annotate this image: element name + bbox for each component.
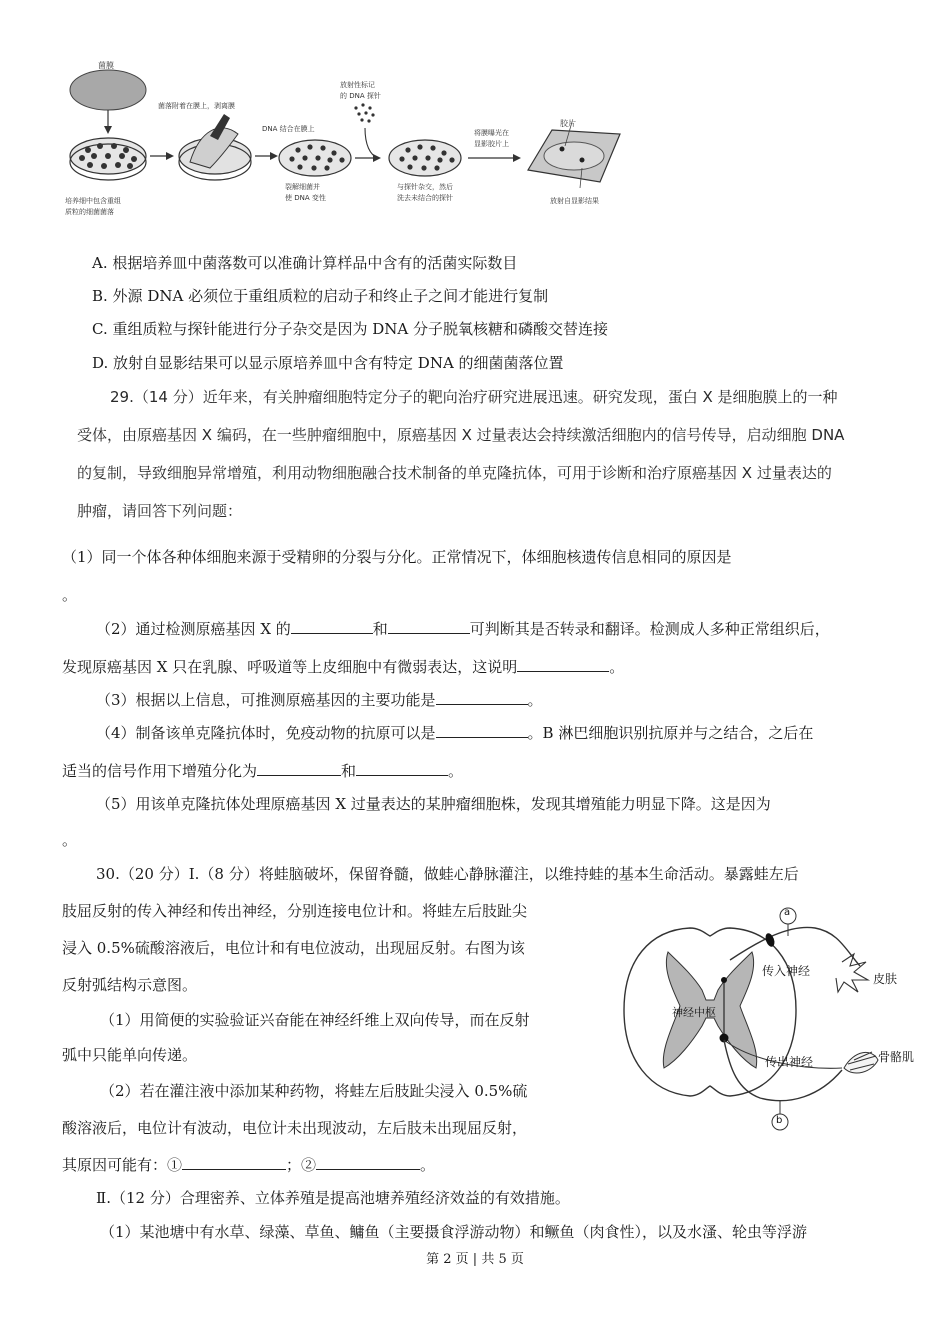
label-bacteria: 菌膜	[98, 61, 114, 70]
culture-dish	[70, 138, 146, 180]
q29-line-4: 肿瘤，请回答下列问题：	[77, 502, 243, 520]
option-a: A. 根据培养皿中菌落数可以准确计算样品中含有的活菌实际数目	[92, 254, 518, 272]
label-skin: 皮肤	[873, 972, 898, 986]
label-result: 放射自显影结果	[550, 197, 599, 205]
q29-p3-end: 。	[527, 691, 543, 709]
label-nerve-center: 神经中枢	[672, 1006, 716, 1019]
q29-p1-line1: （1）同一个体各种体细胞来源于受精卵的分裂与分化。正常情况下，体细胞核遗传信息相同的原因是	[62, 548, 732, 566]
q29-p2-a: （2）通过检测原癌基因 X 的	[96, 620, 291, 638]
q30-s2-line3-a: 其原因可能有：①	[62, 1156, 183, 1174]
q30-s2-line1: （2）若在灌注液中添加某种药物，将蛙左后肢趾尖浸入 0.5%硫	[100, 1082, 528, 1100]
q29-p2-line2-text: 发现原癌基因 X 只在乳腺、呼吸道等上皮细胞中有微弱表达，这说明	[62, 658, 518, 676]
q29-p4-line2	[62, 760, 463, 781]
q29-p3	[96, 689, 543, 710]
xray-film	[528, 130, 620, 182]
label-probe-2: 的 DNA 探针	[340, 92, 381, 100]
q29-p2-line2	[62, 656, 624, 677]
q29-p2-line1	[96, 618, 830, 639]
label-dish-2: 质粒的细菌菌落	[65, 208, 114, 216]
option-c: C. 重组质粒与探针能进行分子杂交是因为 DNA 分子脱氧核糖和磷酸交替连接	[92, 320, 609, 338]
q29-p4-line1	[96, 722, 813, 743]
q29-p4-b: 。B 淋巴细胞识别抗原并与之结合，之后在	[527, 724, 814, 742]
label-lyse-1: 裂解细菌并	[285, 183, 320, 191]
label-transfer: 菌落附着在膜上，剥离膜	[158, 102, 235, 110]
q29-p2-b: 和	[372, 620, 388, 638]
label-probe-1: 放射性标记	[340, 81, 375, 89]
label-dna-bind: DNA 结合在膜上	[262, 125, 315, 133]
membrane-peel-dish	[179, 114, 251, 180]
q30-line-1: 30.（20 分）Ⅰ.（8 分）将蛙脑破坏，保留脊髓，做蛙心静脉灌注，以维持蛙的基本生命活动。暴露蛙左后	[96, 865, 799, 883]
label-expose-2: 显影胶片上	[474, 140, 509, 148]
option-b: B. 外源 DNA 必须位于重组质粒的启动子和终止子之间才能进行复制	[92, 287, 549, 305]
q30-s2-line3-b: ；②	[286, 1156, 317, 1174]
blank-translation[interactable]	[388, 619, 470, 634]
q30-s2-line2: 酸溶液后，电位计有波动，电位计未出现波动，左后肢未出现屈反射，	[62, 1119, 528, 1137]
option-d: D. 放射自显影结果可以显示原培养皿中含有特定 DNA 的细菌菌落位置	[92, 354, 564, 372]
bacteria-oval	[70, 70, 146, 110]
blank-cell-2[interactable]	[356, 761, 448, 776]
q30-line-2: 肢屈反射的传入神经和传出神经，分别连接电位计和。将蛙左后肢趾尖	[62, 902, 528, 920]
reflex-arc-diagram	[610, 900, 910, 1140]
label-lyse-2: 使 DNA 变性	[285, 194, 326, 202]
label-afferent: 传入神经	[762, 964, 811, 978]
q29-p1-line2: 。	[62, 586, 78, 604]
q30-s2-line3	[62, 1154, 435, 1175]
skin-receptor	[836, 954, 868, 992]
blank-reason-2[interactable]	[316, 1155, 420, 1170]
q29-line-1: 29.（14 分）近年来，有关肿瘤细胞特定分子的靶向治疗研究进展迅速。研究发现，蛋白 X 是细胞膜上的一种	[110, 388, 838, 406]
q30-line-3: 浸入 0.5%硫酸溶液后，电位计和有电位波动，出现屈反射。右图为该	[62, 939, 525, 957]
label-expose-1: 将膜曝光在	[474, 129, 509, 137]
label-meter-b: b	[776, 1115, 783, 1126]
q29-p2-c: 可判断其是否转录和翻译。检测成人多种正常组织后，	[469, 620, 830, 638]
label-efferent: 传出神经	[765, 1055, 814, 1069]
q30-part2: Ⅱ.（12 分）合理密养、立体养殖是提高池塘养殖经济效益的有效措施。	[96, 1189, 570, 1207]
label-muscle: 骨骼肌	[878, 1050, 915, 1064]
q29-line-3: 的复制，导致细胞异常增殖，利用动物细胞融合技术制备的单克隆抗体，可用于诊断和治疗原癌基因 X 过量表达的	[77, 464, 832, 482]
q29-p4-a: （4）制备该单克隆抗体时，免疫动物的抗原可以是	[96, 724, 436, 742]
blank-explanation[interactable]	[517, 657, 609, 672]
blank-transcription[interactable]	[291, 619, 373, 634]
label-hybrid-2: 洗去未结合的探针	[397, 194, 453, 202]
q29-p4-end: 。	[448, 762, 464, 780]
q29-line-2: 受体，由原癌基因 X 编码，在一些肿瘤细胞中，原癌基因 X 过量表达会持续激活细胞内的信号传导，启动细胞 DNA	[77, 426, 845, 444]
q29-p5-line1: （5）用该单克隆抗体处理原癌基因 X 过量表达的某肿瘤细胞株，发现其增殖能力明显下降。这是因为	[96, 795, 771, 813]
hybridized-dish	[389, 140, 461, 176]
q29-p5-line2: 。	[62, 831, 78, 849]
label-dish-1: 培养细中包含重组	[65, 197, 121, 205]
q30-part2-s1: （1）某池塘中有水草、绿藻、草鱼、鳙鱼（主要摄食浮游动物）和鳜鱼（肉食性），以及水溞、轮虫等浮游	[100, 1223, 808, 1241]
q29-p2-end: 。	[609, 658, 625, 676]
blank-cell-1[interactable]	[257, 761, 341, 776]
q29-p3-text: （3）根据以上信息，可推测原癌基因的主要功能是	[96, 691, 436, 709]
dna-probe-drops	[354, 103, 374, 122]
q30-s1-line2: 弧中只能单向传递。	[62, 1046, 198, 1064]
blank-function[interactable]	[436, 690, 528, 705]
q29-p4-and: 和	[341, 762, 357, 780]
label-hybrid-1: 与探针杂交，然后	[397, 183, 453, 191]
q30-s2-line3-end: 。	[420, 1156, 436, 1174]
label-meter-a: a	[784, 907, 791, 918]
blank-reason-1[interactable]	[182, 1155, 286, 1170]
label-film: 胶片	[560, 119, 576, 128]
dna-membrane-dish	[279, 140, 351, 176]
page-footer: 第 2 页 | 共 5 页	[426, 1252, 524, 1267]
q29-p4-line2-text: 适当的信号作用下增殖分化为	[62, 762, 258, 780]
blank-antigen[interactable]	[436, 723, 528, 738]
q30-line-4: 反射弧结构示意图。	[62, 976, 198, 994]
skeletal-muscle	[844, 1052, 878, 1073]
q30-s1-line1: （1）用简便的实验验证兴奋能在神经纤维上双向传导，而在反射	[100, 1011, 530, 1029]
